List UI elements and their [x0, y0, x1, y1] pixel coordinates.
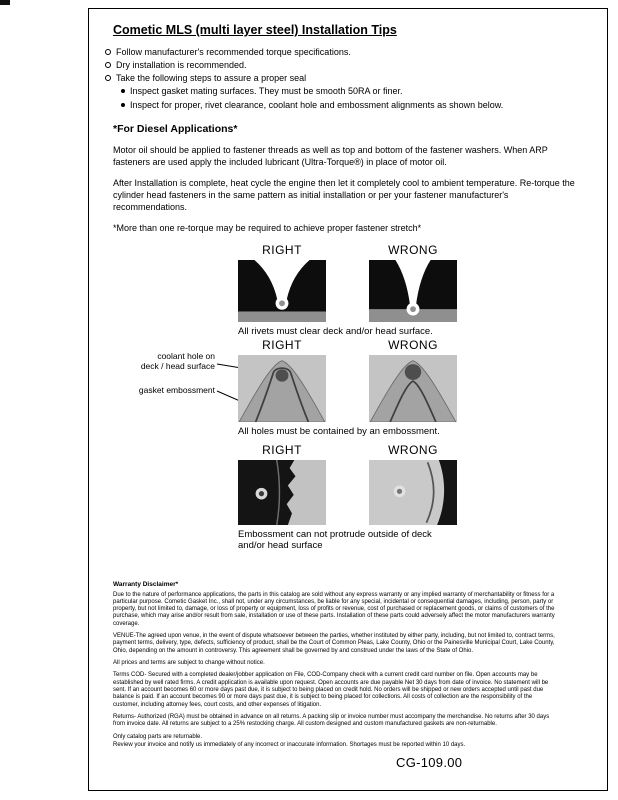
fig3-caption-line2: and/or head surface	[238, 540, 323, 552]
warranty-paragraph: Review your invoice and notify us immediately of any incorrect or inaccurate information. Shortages must be reported within 10 days.	[113, 741, 466, 748]
list-item	[105, 72, 583, 84]
warranty-paragraph: VENUE-The agreed upon venue, in the event of dispute whatsoever between the parties, whether instituted by either party, including, but not limited to, contract terms, payment terms, delivery, type, defects, sufficiency of product, shall be the Court of Common Pleas, Lake County, Ohio or the Painesville Municipal Court, Lake County, Ohio, depending on the amount in controversy. This agreement shall be governed by and construed under the laws of the State of Ohio.	[113, 633, 555, 654]
list-item	[105, 46, 583, 58]
diesel-applications-heading: *For Diesel Applications*	[113, 122, 238, 135]
warranty-heading: Warranty Disclaimer*	[113, 580, 179, 588]
tip-text: Take the following steps to assure a proper seal	[116, 73, 307, 84]
warranty-paragraph: All prices and terms are subject to change without notice.	[113, 660, 265, 667]
fig3-caption-line1: Embossment can not protrude outside of deck	[238, 528, 432, 540]
list-sub-item	[121, 85, 583, 97]
tip-text: Inspect gasket mating surfaces. They must be smooth 50RA or finer.	[130, 86, 403, 97]
diesel-paragraph-2: After Installation is complete, heat cycle the engine then let it completely cool to ambient temperature. Re-torque the cylinder head fasteners in the same pattern as initial installation or per your fastener manufacturer's recommendations.	[113, 177, 575, 213]
fig1-wrong-label: WRONG	[388, 242, 438, 257]
tip-text: Dry installation is recommended.	[116, 60, 247, 71]
tip-text: Inspect for proper, rivet clearance, coolant hole and embossment alignments as shown below.	[130, 99, 504, 110]
page-content	[89, 9, 607, 749]
coolant-hole-label	[107, 351, 215, 371]
page-border	[88, 8, 608, 791]
filled-bullet-icon	[121, 103, 125, 107]
open-bullet-icon	[105, 62, 111, 68]
scan-artifact-mark	[0, 0, 10, 5]
fig2-wrong-label: WRONG	[388, 337, 438, 352]
warranty-section	[113, 581, 555, 750]
fig3-right-diagram	[238, 460, 326, 525]
list-item	[105, 59, 583, 71]
retorque-note: *More than one re-torque may be required to achieve proper fastener stretch*	[113, 223, 422, 234]
fig1-wrong-diagram	[369, 260, 457, 322]
fig1-caption: All rivets must clear deck and/or head surface.	[238, 325, 433, 337]
open-bullet-icon	[105, 49, 111, 55]
list-sub-item	[121, 99, 583, 111]
fig2-caption: All holes must be contained by an embossment.	[238, 425, 440, 437]
figure-pointer-lines	[89, 243, 608, 557]
filled-bullet-icon	[121, 89, 125, 93]
fig1-right-diagram	[238, 260, 326, 322]
diesel-paragraph-1: Motor oil should be applied to fastener threads as well as top and bottom of the fastener washers. When ARP fasteners are used apply the included lubricant (Ultra-Torque®) in place of motor oil.	[113, 144, 548, 167]
warranty-paragraph: Returns- Authorized (RGA) must be obtained in advance on all returns. A packing slip or invoice number must accompany the merchandise. No returns after 30 days from invoice date. All returns are subject to a 25% restocking charge. All custom designed and custom manufactured gaskets are non-returnable.	[113, 713, 550, 728]
fig2-right-diagram	[238, 355, 326, 422]
figures-section	[89, 243, 608, 557]
page-title: Cometic MLS (multi layer steel) Installation Tips	[113, 23, 397, 37]
fig3-right-label: RIGHT	[262, 442, 302, 457]
fig2-wrong-diagram	[369, 355, 457, 422]
coolant-hole-label-line1: coolant hole on	[157, 350, 215, 361]
fig3-wrong-diagram	[369, 460, 457, 525]
gasket-embossment-label: gasket embossment	[138, 384, 215, 395]
fig1-right-label: RIGHT	[262, 242, 302, 257]
fig2-right-label: RIGHT	[262, 337, 302, 352]
page-code: CG-109.00	[396, 755, 463, 770]
fig3-wrong-label: WRONG	[388, 442, 438, 457]
tips-list	[113, 46, 583, 111]
warranty-paragraph: Due to the nature of performance applications, the parts in this catalog are sold without any express warranty or any implied warranty of merchantability or fitness for a particular purpose. Cometic Gasket Inc., shall not, under any circumstances, be liable for any special, incidental or consequential damages, including, person, party or property, but not limited to, damage, or loss of property or equipment, loss of profits or revenue, cost of purchased or replacement goods, or claims of customers of the purchase, which may arise and/or result from sale, installation or use of these parts. Installation of these parts could adversely affect the motor manufacturers warranty coverage.	[113, 591, 555, 627]
warranty-paragraph: Only catalog parts are returnable.	[113, 733, 203, 740]
coolant-hole-label-line2: deck / head surface	[140, 360, 215, 371]
tip-text: Follow manufacturer's recommended torque specifications.	[116, 47, 351, 57]
fig3-caption	[238, 529, 468, 553]
open-bullet-icon	[105, 75, 111, 81]
warranty-paragraph: Terms COD- Secured with a completed dealer/jobber application on File, COD-Company check with a current credit card number on file. Open accounts may be established by well rated firms. A credit application is available upon request. Open accounts are due payable Net 30 days from date of invoice. No statement will be sent. If an account becomes 60 or more days past due, it is subject to being placed on credit hold. No orders will be shipped or new orders accepted until past due balance is paid. If an account becomes 90 or more days past due, it is subject to being placed for collections. All costs of collection are the responsibility of the customer, including attorney fees, court costs, and other expenses of litigation.	[113, 672, 549, 708]
